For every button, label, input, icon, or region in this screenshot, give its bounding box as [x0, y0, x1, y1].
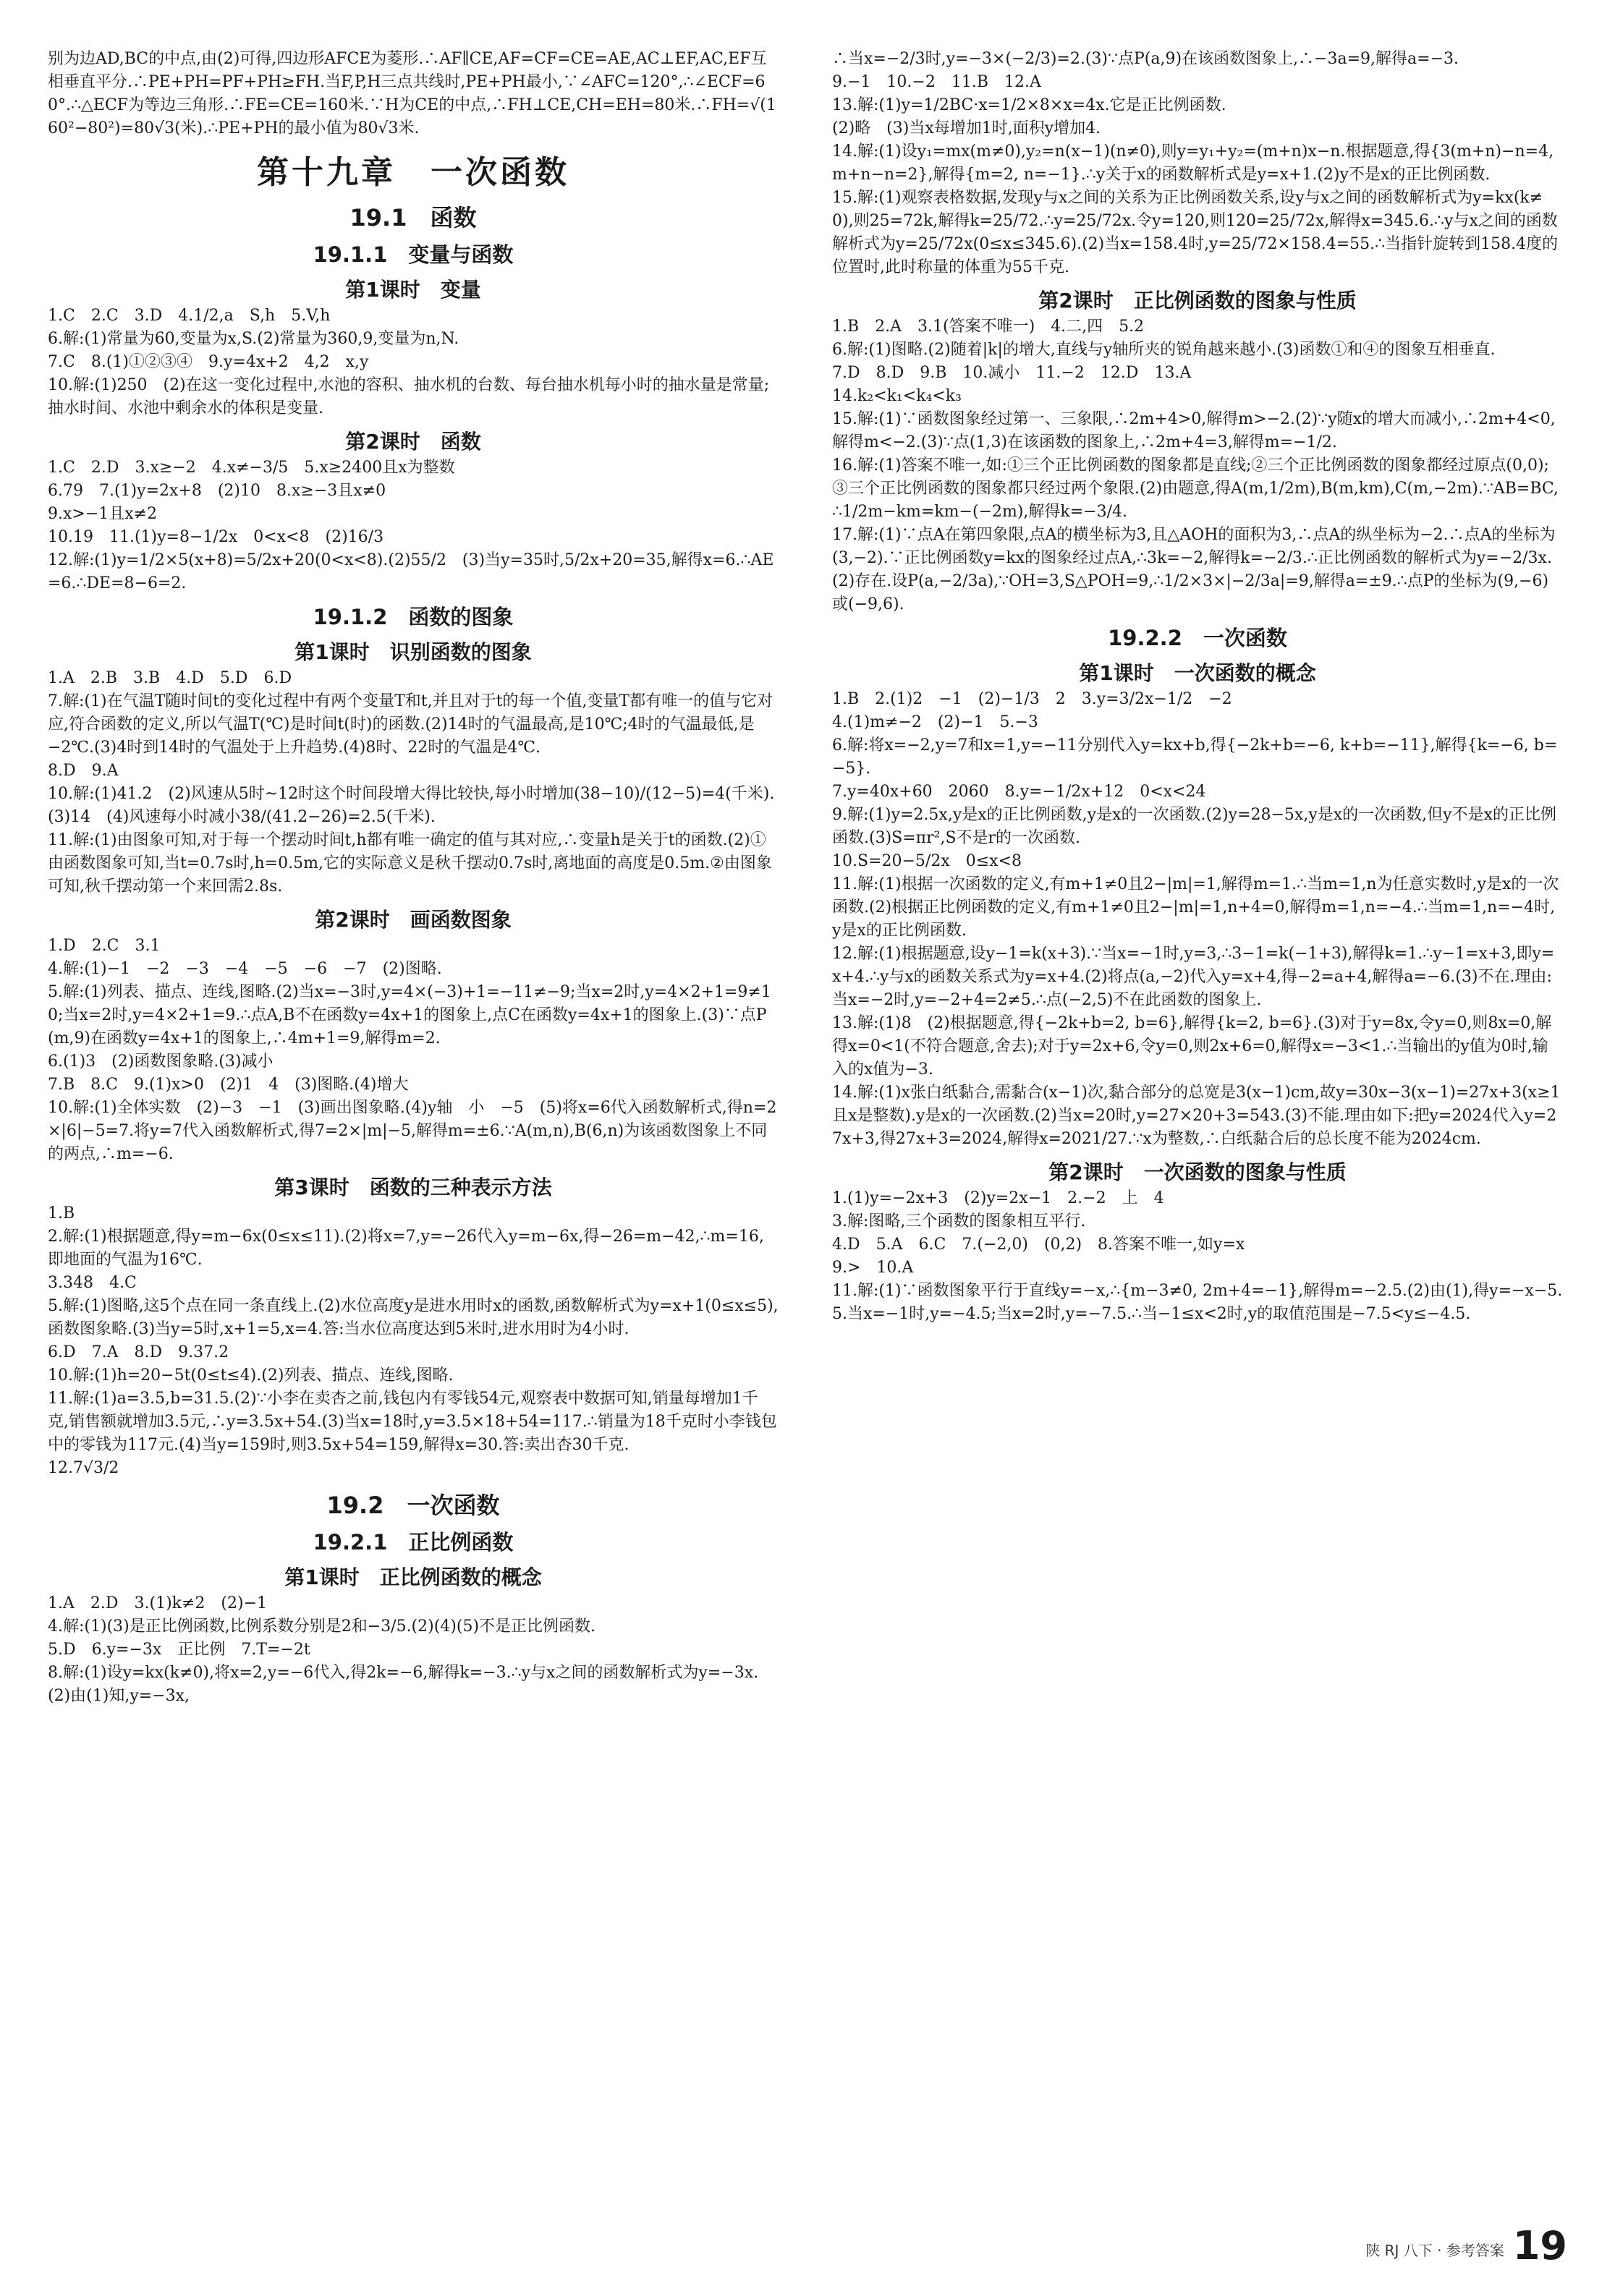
section-title: 19.1 函数 — [349, 204, 477, 231]
answer-line: 6.解:将x=−2,y=7和x=1,y=−11分别代入y=kx+b,得{−2k+b=−6, k+b=−11},解得{k=−6, b=−5}. — [832, 736, 1558, 778]
answer-line: 6.79 7.(1)y=2x+8 (2)10 8.x≥−3且x≠0 — [48, 482, 386, 500]
right-column — [832, 48, 1563, 1326]
answer-line: 6.D 7.A 8.D 9.37.2 — [48, 1343, 229, 1361]
answer-line: 8.解:(1)设y=kx(k≠0),将x=2,y=−6代入,得2k=−6,解得k=−3.∴y与x之间的函数解析式为y=−3x.(2)由(1)知,y=−3x, — [48, 1664, 759, 1705]
answer-line: 10.解:(1)250 (2)在这一变化过程中,水池的容积、抽水机的台数、每台抽水机每小时的抽水量是常量;抽水时间、水池中剩余水的体积是变量. — [48, 376, 770, 417]
answer-line: 15.解:(1)∵函数图象经过第一、三象限,∴2m+4>0,解得m>−2.(2)∵y随x的增大而减小,∴2m+4<0,解得m<−2.(3)∵点(1,3)在该函数的图象上,∴2m+4=3,解得m=−1/2. — [832, 410, 1556, 451]
answer-line: ∴当x=−2/3时,y=−3×(−2/3)=2.(3)∵点P(a,9)在该函数图象上,∴−3a=9,解得a=−3. — [832, 50, 1459, 68]
answer-line: 9.−1 10.−2 11.B 12.A — [832, 73, 1041, 91]
subsection-title: 19.2.1 正比例函数 — [313, 1530, 514, 1555]
lesson-title: 第3课时 函数的三种表示方法 — [274, 1175, 552, 1199]
lesson-title: 第1课时 一次函数的概念 — [1079, 661, 1316, 685]
answer-line: 9.> 10.A — [832, 1259, 914, 1277]
lesson-title: 第2课时 函数 — [345, 430, 481, 454]
answer-line: 7.D 8.D 9.B 10.减小 11.−2 12.D 13.A — [832, 364, 1192, 382]
answer-line: 2.解:(1)根据题意,得y=m−6x(0≤x≤11).(2)将x=7,y=−26代入y=m−6x,得−26=m−42,∴m=16,即地面的气温为16℃. — [48, 1228, 764, 1269]
answer-line: 5.解:(1)列表、描点、连线,图略.(2)当x=−3时,y=4×(−3)+1=−11≠−9;当x=2时,y=4×2+1=9≠10;当x=2时,y=4×2+1=9.∴点A,B不在函数y=4x+1的图象上,点C在函数y=4x+1的图象上.(3)∵点P(m,9)在函数y=4x+1的图象上,∴4m+1=9,解得m=2. — [48, 983, 771, 1047]
footer-label: 陕 RJ 八下 · 参考答案 — [1365, 2242, 1504, 2259]
answer-line: 1.A 2.D 3.(1)k≠2 (2)−1 — [48, 1594, 268, 1612]
section-title: 19.2 一次函数 — [326, 1492, 500, 1519]
answer-line: 11.解:(1)∵函数图象平行于直线y=−x,∴{m−3≠0, 2m+4=−1},解得m=−2.5.(2)由(1),得y=−x−5.5.当x=−1时,y=−4.5;当x=2时,y=−7.5.∴当−1≤x<2时,y的取值范围是−7.5<y≤−4.5. — [832, 1282, 1563, 1323]
answer-line: 1.(1)y=−2x+3 (2)y=2x−1 2.−2 上 4 — [832, 1189, 1164, 1207]
answer-line: 4.解:(1)(3)是正比例函数,比例系数分别是2和−3/5.(2)(4)(5)不是正比例函数. — [48, 1617, 596, 1636]
answer-line: 9.x>−1且x≠2 — [48, 505, 158, 523]
lesson-title: 第1课时 识别函数的图象 — [294, 640, 532, 664]
answer-line: 17.解:(1)∵点A在第四象限,点A的横坐标为3,且△AOH的面积为3,∴点A的纵坐标为−2.∴点A的坐标为(3,−2).∵正比例函数y=kx的图象经过点A,∴3k=−2,解得k=−2/3.∴正比例函数的解析式为y=−2/3x.(2)存在.设P(a,−2/3a),∵OH=3,S△POH=9,∴1/2×3×|−2/3a|=9,解得a=±9.∴点P的坐标为(9,−6)或(−9,6). — [832, 526, 1556, 613]
answer-line: 9.解:(1)y=2.5x,y是x的正比例函数,y是x的一次函数.(2)y=28−5x,y是x的一次函数,但y不是x的正比例函数.(3)S=πr²,S不是r的一次函数. — [832, 806, 1556, 847]
answer-line: 11.解:(1)由图象可知,对于每一个摆动时间t,h都有唯一确定的值与其对应,∴变量h是关于t的函数.(2)①由函数图象可知,当t=0.7s时,h=0.5m,它的实际意义是秋千摆动0.7s时,离地面的高度是0.5m.②由图象可知,秋千摆动第一个来回需2.8s. — [48, 831, 772, 896]
answer-line: 10.解:(1)全体实数 (2)−3 −1 (3)画出图象略.(4)y轴 小 −5 (5)将x=6代入函数解析式,得n=2×|6|−5=7.将y=7代入函数解析式,得7=2×|m|−5,解得m=±6.∵A(m,n),B(6,n)为该函数图象上不同的两点,∴m=−6. — [48, 1099, 777, 1163]
answer-line: 6.(1)3 (2)函数图象略.(3)减小 — [48, 1053, 274, 1071]
answer-line: 5.D 6.y=−3x 正比例 7.T=−2t — [48, 1641, 310, 1659]
answer-line: 10.解:(1)h=20−5t(0≤t≤4).(2)列表、描点、连线,图略. — [48, 1366, 454, 1385]
answer-line: 14.k₂<k₁<k₄<k₃ — [832, 387, 962, 405]
answer-line: 6.解:(1)图略.(2)随着|k|的增大,直线与y轴所夹的锐角越来越小.(3)函数①和④的图象互相垂直. — [832, 341, 1496, 359]
answer-line: 3.348 4.C — [48, 1274, 137, 1292]
answer-line: 7.C 8.(1)①②③④ 9.y=4x+2 4,2 x,y — [48, 353, 369, 371]
answer-line: 1.B 2.(1)2 −1 (2)−1/3 2 3.y=3/2x−1/2 −2 — [832, 690, 1232, 708]
subsection-title: 19.1.1 变量与函数 — [313, 242, 514, 267]
answer-line: 11.解:(1)a=3.5,b=31.5.(2)∵小李在卖杏之前,钱包内有零钱54元,观察表中数据可知,销量每增加1千克,销售额就增加3.5元,∴y=3.5x+54.(3)当x=18时,y=3.5×18+54=117.∴销量为18千克时小李钱包中的零钱为117元.(4)当y=159时,则3.5x+54=159,解得x=30.答:卖出杏30千克. — [48, 1390, 777, 1454]
answer-line: 1.B 2.A 3.1(答案不唯一) 4.二,四 5.2 — [832, 318, 1145, 336]
answer-line: 12.解:(1)根据题意,设y−1=k(x+3).∵当x=−1时,y=3,∴3−1=k(−1+3),解得k=1.∴y−1=x+3,即y=x+4.∴y与x的函数关系式为y=x+4.(2)将点(a,−2)代入y=x+4,得−2=a+4,解得a=−6.(3)不在.理由:当x=−2时,y=−2+4=2≠5.∴点(−2,5)不在此函数的图象上. — [832, 945, 1555, 1009]
answer-line: 14.解:(1)x张白纸黏合,需黏合(x−1)次,黏合部分的总宽是3(x−1)cm,故y=30x−3(x−1)=27x+3(x≥1且x是整数).y是x的一次函数.(2)当x=20时,y=27×20+3=543.(3)不能.理由如下:把y=2024代入y=27x+3,得27x+3=2024,解得x=2021/27.∵x为整数,∴白纸黏合后的总长度不能为2024cm. — [832, 1084, 1561, 1148]
answer-line: 1.A 2.B 3.B 4.D 5.D 6.D — [48, 669, 292, 687]
answer-line: 1.D 2.C 3.1 — [48, 937, 161, 955]
lesson-title: 第1课时 变量 — [345, 278, 481, 302]
answer-line: 14.解:(1)设y₁=mx(m≠0),y₂=n(x−1)(n≠0),则y=y₁+y₂=(m+n)x−n.根据题意,得{3(m+n)−n=4, m+n−n=2},解得{m=2, n=−1}.∴y关于x的函数解析式是y=x+1.(2)y不是x的正比例函数. — [832, 143, 1554, 184]
answer-line: 13.解:(1)y=1/2BC·x=1/2×8×x=4x.它是正比例函数. — [832, 96, 1226, 114]
answer-line: 1.B — [48, 1204, 75, 1223]
answer-line: 8.D 9.A — [48, 762, 119, 780]
lesson-title: 第1课时 正比例函数的概念 — [284, 1565, 542, 1589]
answer-line: 12.解:(1)y=1/2×5(x+8)=5/2x+20(0<x<8).(2)55/2 (3)当y=35时,5/2x+20=35,解得x=6.∴AE=6.∴DE=8−6=2. — [48, 551, 774, 592]
answer-line: 别为边AD,BC的中点,由(2)可得,四边形AFCE为菱形.∴AF∥CE,AF=CF=CE=AE,AC⊥EF,AC,EF互相垂直平分.∴PE+PH=PF+PH≥FH.当F,P,H三点共线时,PE+PH最小,∵∠AFC=120°,∴∠ECF=60°.∴△ECF为等边三角形.∴FE=CE=160米.∵H为CE的中点,∴FH⊥CE,CH=EH=80米.∴FH=√(160²−80²)=80√3(米).∴PE+PH的最小值为80√3米. — [48, 50, 776, 137]
answer-line: 5.解:(1)图略,这5个点在同一条直线上.(2)水位高度y是进水用时x的函数,函数解析式为y=x+1(0≤x≤5),函数图象略.(3)当y=5时,x+1=5,x=4.答:当水位高度达到5米时,进水用时为4小时. — [48, 1297, 779, 1338]
answer-line: 1.C 2.C 3.D 4.1/2,a S,h 5.V,h — [48, 307, 331, 325]
left-column — [48, 48, 779, 1708]
answer-line: 7.解:(1)在气温T随时间t的变化过程中有两个变量T和t,并且对于t的每一个值,变量T都有唯一的值与它对应,符合函数的定义,所以气温T(℃)是时间t(时)的函数.(2)14时的气温最高,是10℃;4时的气温最低,是−2℃.(3)4时到14时的气温处于上升趋势.(4)8时、22时的气温是4℃. — [48, 692, 773, 757]
answer-line: 6.解:(1)常量为60,变量为x,S.(2)常量为360,9,变量为n,N. — [48, 330, 459, 348]
answer-line: 7.B 8.C 9.(1)x>0 (2)1 4 (3)图略.(4)增大 — [48, 1076, 409, 1094]
answer-line: 13.解:(1)8 (2)根据题意,得{−2k+b=2, b=6},解得{k=2, b=6}.(3)对于y=8x,令y=0,则8x=0,解得x=0<1(不符合题意,舍去);对于y=2x+6,令y=0,则2x+6=0,解得x=−3<1.∴当输出的y值为0时,输入的x值为−3. — [832, 1014, 1552, 1079]
answer-line: 12.7√3/2 — [48, 1459, 119, 1477]
answer-line: 3.解:图略,三个函数的图象相互平行. — [832, 1212, 1086, 1230]
answer-line: 11.解:(1)根据一次函数的定义,有m+1≠0且2−|m|=1,解得m=1.∴当m=1,n为任意实数时,y是x的一次函数.(2)根据正比例函数的定义,有m+1≠0且2−|m|=1,n+4=0,解得m=1,n=−4.∴当m=1,n=−4时,y是x的正比例函数. — [832, 875, 1559, 940]
answer-line: 7.y=40x+60 2060 8.y=−1/2x+12 0<x<24 — [832, 783, 1206, 801]
answer-line: 4.D 5.A 6.C 7.(−2,0) (0,2) 8.答案不唯一,如y=x — [832, 1236, 1245, 1254]
answer-line: (2)略 (3)当x每增加1时,面积y增加4. — [832, 119, 1101, 137]
lesson-title: 第2课时 正比例函数的图象与性质 — [1038, 289, 1357, 312]
answer-line: 15.解:(1)观察表格数据,发现y与x之间的关系为正比例函数关系,设y与x之间的函数解析式为y=kx(k≠0),则25=72k,解得k=25/72.∴y=25/72x.令y=120,则120=25/72x,解得x=345.6.∴y与x之间的函数解析式为y=25/72x(0≤x≤345.6).(2)当x=158.4时,y=25/72×158.4=55.∴当指针旋转到158.4度的位置时,此时称量的体重为55千克. — [832, 189, 1559, 276]
chapter-title: 第十九章 一次函数 — [257, 154, 569, 191]
answer-line: 10.解:(1)41.2 (2)风速从5时~12时这个时间段增大得比较快,每小时增加(38−10)/(12−5)=4(千米).(3)14 (4)风速每小时减小38/(41.2−26)=2.5(千米). — [48, 785, 775, 826]
answer-line: 4.(1)m≠−2 (2)−1 5.−3 — [832, 713, 1038, 731]
answer-line: 4.解:(1)−1 −2 −3 −4 −5 −6 −7 (2)图略. — [48, 960, 442, 978]
subsection-title: 19.1.2 函数的图象 — [313, 605, 514, 629]
subsection-title: 19.2.2 一次函数 — [1108, 626, 1287, 650]
lesson-title: 第2课时 画函数图象 — [315, 908, 512, 932]
page-number: 19 — [1512, 2223, 1567, 2269]
answer-line: 10.19 11.(1)y=8−1/2x 0<x<8 (2)16/3 — [48, 528, 384, 546]
page-footer — [1365, 2223, 1567, 2269]
answer-line: 16.解:(1)答案不唯一,如:①三个正比例函数的图象都是直线;②三个正比例函数的图象都经过原点(0,0);③三个正比例函数的图象都只经过两个象限.(2)由题意,得A(m,1/2m),B(m,km),C(m,−2m).∵AB=BC,∴1/2m−km=km−(−2m),解得k=−3/4. — [832, 456, 1559, 521]
answer-line: 1.C 2.D 3.x≥−2 4.x≠−3/5 5.x≥2400且x为整数 — [48, 459, 455, 477]
lesson-title: 第2课时 一次函数的图象与性质 — [1048, 1160, 1347, 1184]
answer-line: 10.S=20−5/2x 0≤x<8 — [832, 852, 1022, 870]
